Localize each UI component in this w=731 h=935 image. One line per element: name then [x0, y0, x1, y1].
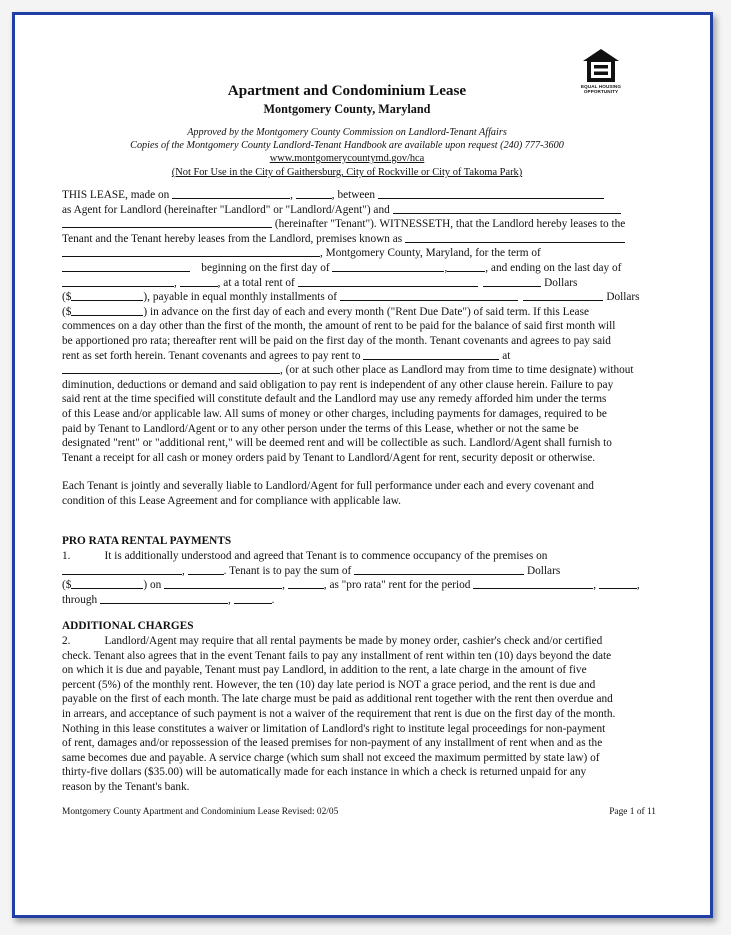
- section-number: 2.: [62, 635, 71, 648]
- lease-line: paid by Tenant to Landlord/Agent or to any other person under the terms of this Lease, whether or not the same be: [62, 422, 579, 435]
- period-end-field[interactable]: [100, 593, 228, 604]
- text: ,: [444, 261, 448, 274]
- premises-cont-field[interactable]: [62, 246, 320, 257]
- pro-rata-pay-date-field[interactable]: [164, 578, 282, 589]
- monthly-rent-amount-field[interactable]: [71, 305, 143, 316]
- pro-rata-line: [62, 564, 668, 579]
- premises-field[interactable]: [405, 232, 625, 243]
- text: through: [62, 593, 98, 606]
- lease-line: of this Lease and/or applicable law. All sums of money or other charges, including payments for damages, required to be: [62, 407, 607, 420]
- text: , between: [331, 189, 376, 201]
- spacer: [62, 508, 668, 534]
- pro-rata-sum-words-field[interactable]: [354, 564, 524, 575]
- logo-caption-1: EQUAL HOUSING: [580, 84, 621, 89]
- text: ,: [290, 189, 293, 201]
- text: ,: [227, 593, 231, 606]
- additional-line: of rent, damages and/or repossession of the leased premises for non-payment of any installment of rent when and as the: [62, 737, 603, 750]
- approval-note: [62, 126, 632, 152]
- text: Dollars: [606, 291, 640, 304]
- text: Dollars: [544, 276, 578, 289]
- text: , Montgomery County, Maryland, for the term of: [320, 247, 541, 260]
- text: ,: [636, 579, 640, 592]
- end-month-field[interactable]: [62, 276, 174, 287]
- section-heading-additional-charges: ADDITIONAL CHARGES: [62, 620, 194, 633]
- lease-line: [62, 246, 668, 261]
- additional-line: check. Tenant also agrees that in the event Tenant fails to pay any installment of rent within ten (10) days beyond the date: [62, 649, 612, 662]
- text: . Tenant is to pay the sum of: [223, 564, 352, 577]
- text: Tenant and the Tenant hereby leases from the Landlord, premises known as: [62, 232, 403, 245]
- total-rent-words-cont-field[interactable]: [483, 276, 541, 287]
- pro-rata-line: [62, 549, 668, 564]
- document-title: Apartment and Condominium Lease: [227, 82, 467, 99]
- text: at: [502, 349, 511, 362]
- text: THIS LEASE, made on: [62, 189, 170, 201]
- spacer: [62, 607, 668, 619]
- text: ) on: [143, 579, 162, 592]
- lease-line: be apportioned pro rata; thereafter rent will be paid on the first day of the month. Tenant covenants and agrees to pay said: [62, 334, 611, 347]
- section-heading-pro-rata: PRO RATA RENTAL PAYMENTS: [62, 535, 232, 548]
- lease-line: [62, 217, 668, 232]
- occupancy-date-field[interactable]: [62, 564, 182, 575]
- text: Landlord/Agent may require that all rental payments be made by money order, cashier's check and/or certified: [104, 635, 603, 648]
- footer-revision: Montgomery County Apartment and Condominium Lease Revised: 02/05: [62, 807, 339, 817]
- total-rent-amount-field[interactable]: [71, 290, 143, 301]
- monthly-rent-words-cont-field[interactable]: [523, 290, 603, 301]
- text: beginning on the first day of: [201, 261, 330, 274]
- text: (hereinafter "Tenant"). WITNESSETH, that the Landlord hereby leases to the: [274, 218, 626, 231]
- section-number: 1.: [62, 550, 71, 563]
- page-footer: [62, 806, 672, 818]
- period-start-year-field[interactable]: [599, 578, 637, 589]
- spacer: [62, 465, 668, 479]
- text: Dollars: [526, 564, 561, 577]
- additional-line: same becomes due and payable. A service charge (which sum shall not exceed the maximum permitted by state law) of: [62, 751, 600, 764]
- pro-rata-line: [62, 593, 668, 608]
- lease-line: [62, 188, 668, 203]
- agent-name-field[interactable]: [393, 203, 621, 214]
- lease-line: condition of this Lease Agreement and for compliance with applicable law.: [62, 494, 401, 507]
- equal-housing-icon: [582, 48, 620, 84]
- text: ($: [62, 305, 72, 318]
- text: ($: [62, 579, 72, 592]
- document-subtitle: Montgomery County, Maryland: [263, 102, 431, 116]
- lease-line: [62, 261, 668, 276]
- additional-line: Nothing in this lease constitutes a waiver or limitation of Landlord's right to institute legal proceedings for non-payment: [62, 722, 606, 735]
- text: , at a total rent of: [217, 276, 295, 289]
- date-field[interactable]: [172, 188, 290, 199]
- text: as Agent for Landlord (hereinafter "Landlord" or "Landlord/Agent") and: [62, 203, 390, 216]
- lease-line: designated "rent" or "additional rent," will be deemed rent and will be collectible as such. Landlord/Agent shall furnish to: [62, 437, 612, 450]
- text: ,: [593, 579, 597, 592]
- period-end-year-field[interactable]: [234, 593, 272, 604]
- approval-line-2: Copies of the Montgomery County Landlord-Tenant Handbook are available upon request (240) 777-3600: [130, 140, 564, 151]
- additional-line: percent (5%) of the monthly rent. However, the ten (10) day late period is NOT a grace period, and the rent is due and: [62, 678, 596, 691]
- end-year-field[interactable]: [180, 276, 218, 287]
- lease-line: Each Tenant is jointly and severally liable to Landlord/Agent for full performance under each and every covenant and: [62, 480, 594, 493]
- lease-line: [62, 276, 668, 291]
- monthly-rent-words-field[interactable]: [340, 290, 518, 301]
- lease-line: [62, 290, 668, 305]
- payee-field[interactable]: [363, 349, 499, 360]
- text: , as "pro rata" rent for the period: [323, 579, 471, 592]
- additional-line: thirty-five dollars ($35.00) will be automatically made for each instance in which a check is returned unpaid for any: [62, 766, 587, 779]
- text: ,: [282, 579, 285, 592]
- additional-line: on which it is due and payable, Tenant must pay Landlord, in addition to the rent, a late charge in the amount of five: [62, 664, 587, 677]
- page-number: Page 1 of 11: [609, 807, 656, 817]
- text: rent as set forth herein. Tenant covenants and agrees to pay rent to: [62, 349, 361, 362]
- year-field[interactable]: [296, 188, 332, 199]
- pro-rata-amount-field[interactable]: [71, 578, 143, 589]
- occupancy-year-field[interactable]: [188, 564, 224, 575]
- period-start-field[interactable]: [473, 578, 593, 589]
- lease-line: [62, 203, 668, 218]
- text: It is additionally understood and agreed that Tenant is to commence occupancy of the premises on: [104, 550, 548, 563]
- text: ,: [174, 276, 177, 289]
- payment-address-field[interactable]: [62, 363, 280, 374]
- text: , (or at such other place as Landlord may from time to time designate) without: [280, 364, 634, 377]
- text: , and ending on the last day of: [485, 261, 622, 274]
- text: ($: [62, 291, 72, 304]
- lease-line: commences on a day other than the first of the month, the amount of rent to be paid for the balance of said first month will: [62, 320, 616, 333]
- term-field[interactable]: [62, 261, 190, 272]
- logo-caption-2: OPPORTUNITY: [583, 89, 619, 94]
- lease-line: said rent at the time specified will constitute default and the Landlord may use any remedy afforded him under the terms: [62, 393, 607, 406]
- lease-line: diminution, deductions or demand and said obligation to pay rent is independent of any other clause herein. Failure to pay: [62, 378, 614, 391]
- county-url-link[interactable]: www.montgomerycountymd.gov/hca: [269, 153, 425, 164]
- text: ) in advance on the first day of each and every month ("Rent Due Date") of said term. If this Lease: [143, 305, 589, 318]
- text: ), payable in equal monthly installments of: [143, 291, 337, 304]
- document-frame: [12, 12, 713, 918]
- lease-line: Tenant a receipt for all cash or money orders paid by Tenant to Landlord/Agent for rent, security deposit or otherwise.: [62, 451, 596, 464]
- lease-line: [62, 349, 668, 364]
- text: .: [271, 593, 275, 606]
- additional-line: reason by the Tenant's bank.: [62, 780, 190, 793]
- text: ,: [182, 564, 185, 577]
- tenant-name-field[interactable]: [62, 217, 272, 228]
- start-year-field[interactable]: [447, 261, 485, 272]
- approval-line-1: Approved by the Montgomery County Commission on Landlord-Tenant Affairs: [187, 127, 507, 138]
- additional-line: in arrears, and acceptance of such payment is not a waiver of the requirement that rent is due on the first day of the month.: [62, 708, 616, 720]
- landlord-name-field[interactable]: [378, 188, 604, 199]
- lease-line: [62, 232, 668, 247]
- lease-line: [62, 305, 668, 320]
- additional-line: [62, 634, 668, 649]
- total-rent-words-field[interactable]: [298, 276, 478, 287]
- additional-line: payable on the first of each month. The late charge must be paid as additional rent together with the rent then overdue and: [62, 693, 613, 706]
- jurisdiction-note: (Not For Use in the City of Gaithersburg, City of Rockville or City of Takoma Park): [171, 167, 523, 178]
- start-month-field[interactable]: [332, 261, 444, 272]
- lease-body: [62, 188, 668, 795]
- pro-rata-line: [62, 578, 668, 593]
- lease-line: [62, 363, 668, 378]
- pro-rata-pay-year-field[interactable]: [288, 578, 324, 589]
